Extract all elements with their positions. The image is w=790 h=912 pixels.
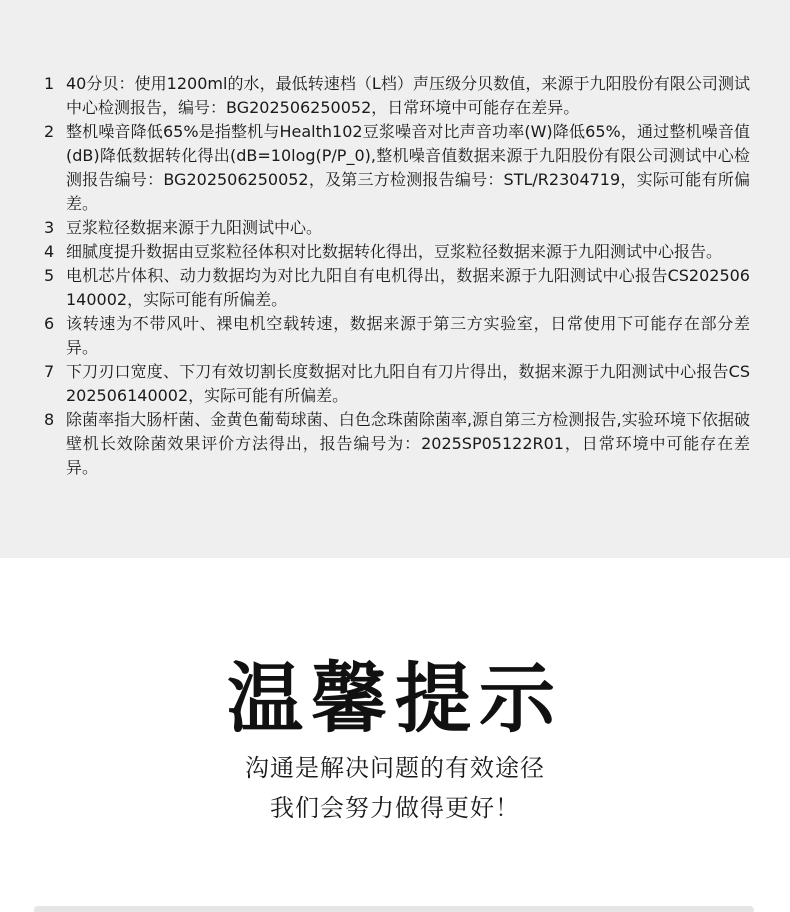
footnote-number: 7	[44, 362, 55, 381]
footnotes-list	[44, 72, 750, 480]
footnote-text: 整机噪音降低65%是指整机与Health102豆浆噪音对比声音功率(W)降低65%，通过整机噪音值(dB)降低数据转化得出(dB=10log(P/P_0),整机噪音值数据来源于九阳股份有限公司测试中心检测报告编号：BG202506250052，及第三方检测报告编号：STL/R2304719，实际可能有所偏差。	[66, 122, 750, 213]
footnote-text: 该转速为不带风叶、裸电机空载转速，数据来源于第三方实验室，日常使用下可能存在部分差异。	[66, 314, 750, 357]
footnote-text: 豆浆粒径数据来源于九阳测试中心。	[66, 218, 323, 237]
footnote-item	[44, 312, 750, 360]
footnote-number: 6	[44, 314, 55, 333]
footnote-text: 下刀刃口宽度、下刀有效切割长度数据对比九阳自有刀片得出，数据来源于九阳测试中心报告CS202506140002，实际可能有所偏差。	[66, 362, 750, 405]
footnote-number: 8	[44, 410, 55, 429]
footnote-number: 1	[44, 74, 55, 93]
footnote-number: 2	[44, 122, 55, 141]
footnote-item	[44, 120, 750, 216]
footnote-item	[44, 264, 750, 312]
footnote-number: 4	[44, 242, 55, 261]
footnote-text: 40分贝：使用1200ml的水，最低转速档（L档）声压级分贝数值，来源于九阳股份有限公司测试中心检测报告，编号：BG202506250052，日常环境中可能存在差异。	[66, 74, 750, 117]
footnote-text: 电机芯片体积、动力数据均为对比九阳自有电机得出，数据来源于九阳测试中心报告CS202506140002，实际可能有所偏差。	[66, 266, 750, 309]
warm-tips-line-1: 沟通是解决问题的有效途径	[245, 754, 545, 782]
footnote-item	[44, 408, 750, 480]
warm-tips-line-2: 我们会努力做得更好！	[270, 794, 520, 822]
footnote-item	[44, 240, 750, 264]
footnote-text: 细腻度提升数据由豆浆粒径体积对比数据转化得出，豆浆粒径数据来源于九阳测试中心报告。	[66, 242, 723, 261]
bottom-divider-strip	[34, 906, 754, 912]
footnote-number: 5	[44, 266, 55, 285]
warm-tips-title: 温馨提示	[227, 654, 563, 743]
footnote-item	[44, 360, 750, 408]
footnote-number: 3	[44, 218, 55, 237]
footnote-item	[44, 72, 750, 120]
footnote-item	[44, 216, 750, 240]
footnote-text: 除菌率指大肠杆菌、金黄色葡萄球菌、白色念珠菌除菌率,源自第三方检测报告,实验环境下依据破壁机长效除菌效果评价方法得出，报告编号为：2025SP05122R01，日常环境中可能存在差异。	[66, 410, 750, 477]
warm-tips-section	[0, 558, 790, 912]
